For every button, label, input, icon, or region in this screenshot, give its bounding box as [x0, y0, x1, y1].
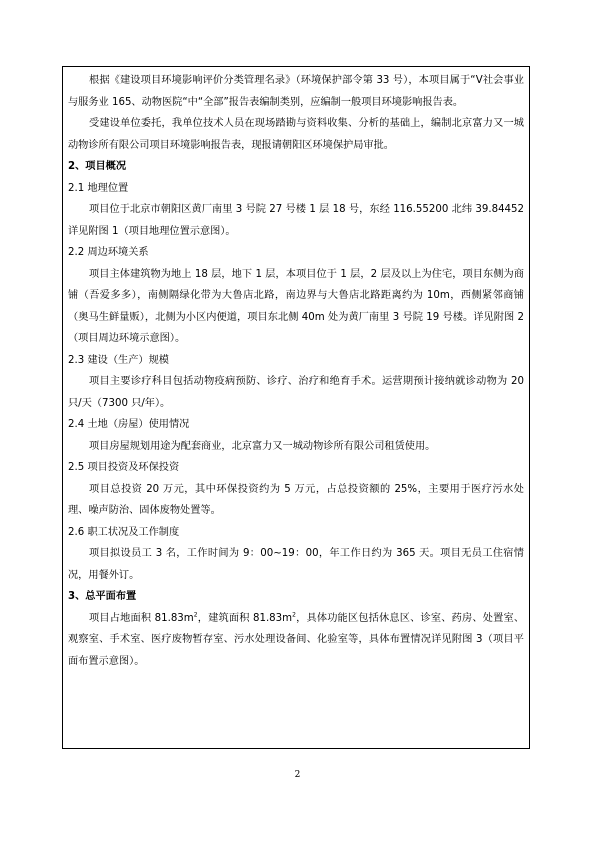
page-number: 2 — [294, 770, 301, 780]
paragraph-land-use: 项目房屋规划用途为配套商业，北京富力又一城动物诊所有限公司租赁使用。 — [89, 440, 436, 452]
paragraph-scale: 项目主要诊疗科目包括动物疫病预防、诊疗、治疗和绝育手术。运营期预计接纳就诊动物为 20 只/天（7300 只/年）。 — [68, 376, 524, 409]
document-body — [62, 66, 530, 672]
paragraph-surroundings: 项目主体建筑物为地上 18 层，地下 1 层，本项目位于 1 层，2 层及以上为住宅，项目东侧为商铺（吾爱多多），南侧隔绿化带为大鲁店北路，南边界与大鲁店北路距离约为 10m，西侧紧邻商铺（奥马生鲜量贩），北侧为小区内便道，项目东北侧 40m 处为黄厂南里 3 号院 19 号楼。详见附图 2（项目周边环境示意图）。 — [68, 268, 524, 344]
layout-text-part3: ，具体功能区包括休息区、诊室、药房、处置室、观察室、手术室、医疗废物暂存室、污水处理设备间、化验室等，具体布置情况详见附图 3（项目平面布置示意图）。 — [68, 612, 525, 667]
subsection-heading-land-use: 2.4 土地（房屋）使用情况 — [68, 419, 190, 430]
superscript-2: 2 — [193, 611, 198, 619]
layout-text-part2: ，建筑面积 81.83m — [197, 612, 293, 624]
section-heading-project-overview: 2、项目概况 — [68, 161, 127, 172]
subsection-heading-staff: 2.6 职工状况及工作制度 — [68, 526, 180, 538]
paragraph-staff: 项目拟设员工 3 名，工作时间为 9：00~19：00，年工作日约为 365 天。项目无员工住宿情况，用餐外订。 — [68, 548, 524, 581]
subsection-heading-scale: 2.3 建设（生产）规模 — [68, 354, 169, 366]
subsection-heading-location: 2.1 地理位置 — [68, 182, 129, 194]
subsection-heading-surroundings: 2.2 周边环境关系 — [68, 247, 149, 258]
section-heading-layout: 3、总平面布置 — [68, 591, 137, 602]
subsection-heading-investment: 2.5 项目投资及环保投资 — [68, 462, 180, 473]
paragraph-investment: 项目总投资 20 万元，其中环保投资约为 5 万元，占总投资额的 25%，主要用于医疗污水处理、噪声防治、固体废物处置等。 — [68, 483, 524, 516]
layout-text-part1: 项目占地面积 81.83m — [89, 612, 194, 624]
paragraph-commission: 受建设单位委托，我单位技术人员在现场踏勘与资料收集、分析的基础上，编制北京富力又一城动物诊所有限公司项目环境影响报告表，现报请朝阳区环境保护局审批。 — [68, 118, 524, 151]
superscript-2: 2 — [292, 611, 296, 619]
paragraph-layout — [68, 608, 524, 673]
paragraph-classification: 根据《建设项目环境影响评价分类管理名录》（环境保护部令第 33 号），本项目属于“Ⅴ社会事业与服务业 165、动物医院“中“全部”报告表编制类别，应编制一般项目环境影响报告表。 — [68, 75, 524, 108]
paragraph-location: 项目位于北京市朝阳区黄厂南里 3 号院 27 号楼 1 层 18 号，东经 116.55200 北纬 39.84452 详见附图 1（项目地理位置示意图）。 — [68, 204, 524, 237]
